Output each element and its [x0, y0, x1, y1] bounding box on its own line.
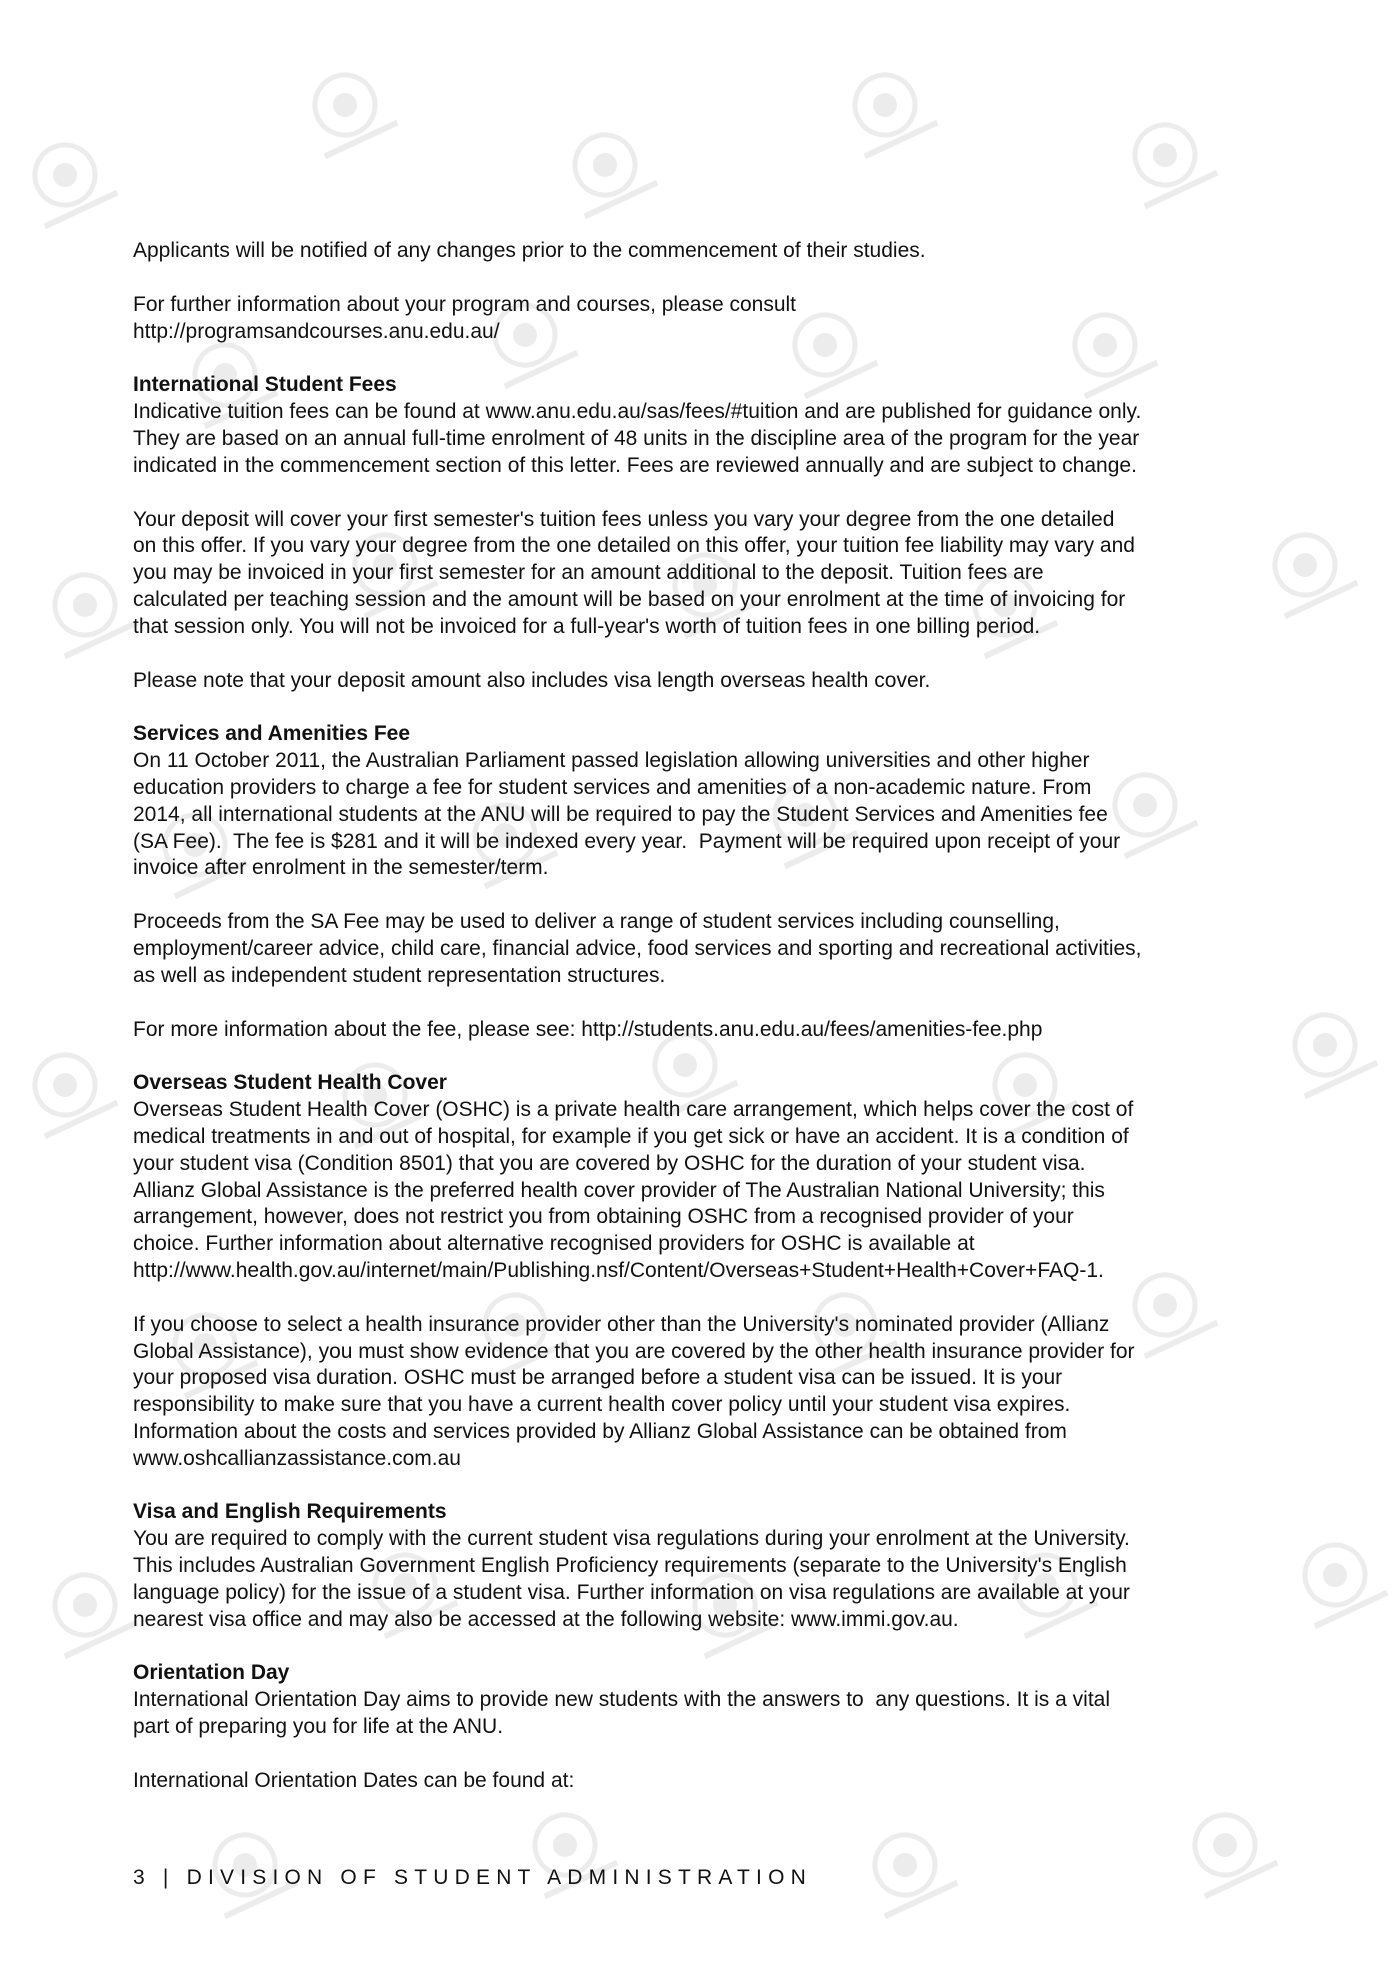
section-services-amenities-fee	[133, 721, 1283, 1043]
watermark-seal	[5, 115, 125, 235]
watermark-seal	[545, 105, 665, 225]
watermark-seal	[5, 1025, 125, 1145]
section-heading: Orientation Day	[133, 1661, 290, 1685]
section-paragraph: On 11 October 2011, the Australian Parliament passed legislation allowing universities and other higher education providers to charge a fee for student services and amenities of a non-academic nature. From 2014, all international students at the ANU will be required to pay the Student Services and Amenities fee (SA Fee). The fee is $281 and it will be indexed every year. Payment will be required upon receipt of your invoice after enrolment in the semester/term.	[133, 749, 1121, 880]
section-heading: International Student Fees	[133, 373, 397, 397]
section-paragraph: If you choose to select a health insurance provider other than the University's nominated provider (Allianz Global Assistance), you must show evidence that you are covered by the other health insurance provider for your proposed visa duration. OSHC must be arranged before a student visa can be issued. It is your responsibility to make sure that you have a current health cover policy until your student visa expires. Information about the costs and services provided by Allianz Global Assistance can be obtained from www.oshcallianzassistance.com.au	[133, 1312, 1135, 1470]
watermark-seal	[185, 1805, 305, 1925]
section-paragraph: Indicative tuition fees can be found at www.anu.edu.au/sas/fees/#tuition and are published for guidance only. They are based on an annual full-time enrolment of 48 units in the discipline area of the program for the year indicated in the commencement section of this letter. Fees are reviewed annually and are subject to change.	[133, 400, 1142, 477]
intro-paragraph-program-info: For further information about your program and courses, please consult http://programsandcourses.anu.edu.au/	[133, 292, 797, 343]
section-paragraph: Proceeds from the SA Fee may be used to deliver a range of student services including counselling, employment/career advice, child care, financial advice, food services and sporting and recreational activities, as well as independent student representation structures.	[133, 910, 1142, 987]
section-overseas-student-health-cover	[133, 1070, 1283, 1472]
section-visa-english-requirements	[133, 1499, 1283, 1633]
section-heading: Visa and English Requirements	[133, 1500, 447, 1524]
document-body	[133, 238, 1283, 1822]
section-paragraph: International Orientation Day aims to provide new students with the answers to any questions. It is a vital part of preparing you for life at the ANU.	[133, 1688, 1111, 1739]
section-paragraph: For more information about the fee, please see: http://students.anu.edu.au/fees/amenities-fee.php	[133, 1017, 1043, 1041]
section-orientation-day	[133, 1660, 1283, 1794]
watermark-seal	[285, 45, 405, 165]
watermark-seal	[845, 1805, 965, 1925]
section-paragraph: International Orientation Dates can be found at:	[133, 1768, 575, 1792]
watermark-seal	[825, 45, 945, 165]
watermark-seal	[1275, 1515, 1395, 1635]
section-heading: Services and Amenities Fee	[133, 722, 411, 746]
section-paragraph: Overseas Student Health Cover (OSHC) is a private health care arrangement, which helps cover the cost of medical treatments in and out of hospital, for example if you get sick or have an accident. It is a condition of your student visa (Condition 8501) that you are covered by OSHC for the duration of your student visa. Allianz Global Assistance is the preferred health cover provider of The Australian National University; this arrangement, however, does not restrict you from obtaining OSHC from a recognised provider of your choice. Further information about alternative recognised providers for OSHC is available at http://www.health.gov.au/internet/main/Publishing.nsf/Content/Overseas+Student+Health+Cover+FAQ-1.	[133, 1098, 1134, 1282]
watermark-seal	[25, 545, 145, 665]
section-paragraph: You are required to comply with the current student visa regulations during your enrolment at the University. This includes Australian Government English Proficiency requirements (separate to the University's English language policy) for the issue of a student visa. Further information on visa regulations are available at your nearest visa office and may also be accessed at the following website: www.immi.gov.au.	[133, 1527, 1130, 1631]
section-paragraph: Please note that your deposit amount also includes visa length overseas health cover.	[133, 668, 931, 692]
section-heading: Overseas Student Health Cover	[133, 1071, 447, 1095]
section-international-student-fees	[133, 372, 1283, 694]
watermark-seal	[1265, 985, 1385, 1105]
watermark-seal	[1105, 95, 1225, 215]
page-footer: 3 | DIVISION OF STUDENT ADMINISTRATION	[133, 1866, 812, 1889]
section-paragraph: Your deposit will cover your first semester's tuition fees unless you vary your degree from the one detailed on this offer. If you vary your degree from the one detailed on this offer, your tuition fee liability may vary and you may be invoiced in your first semester for an amount additional to the deposit. Tuition fees are calculated per teaching session and the amount will be based on your enrolment at the time of invoicing for that session only. You will not be invoiced for a full-year's worth of tuition fees in one billing period.	[133, 507, 1135, 638]
intro-paragraph-notification: Applicants will be notified of any changes prior to the commencement of their studies.	[133, 239, 926, 262]
watermark-seal	[25, 1545, 145, 1665]
